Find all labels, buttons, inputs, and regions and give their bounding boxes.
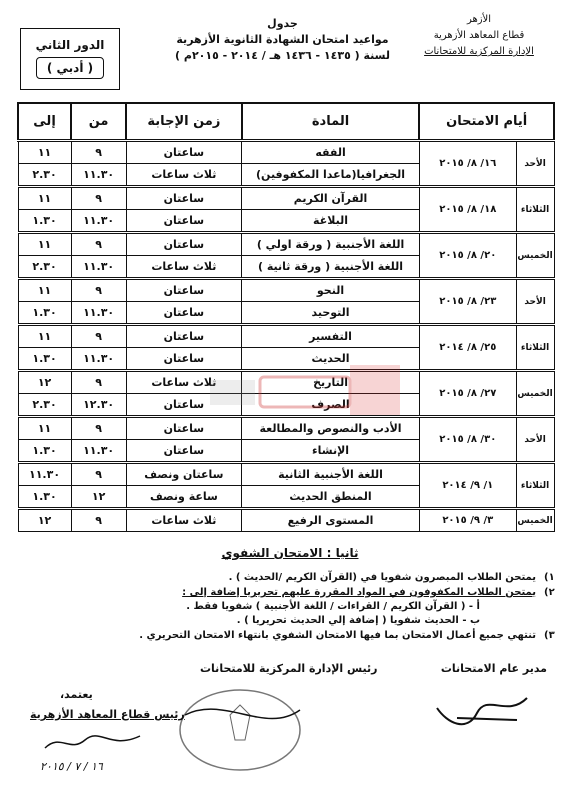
schedule-body: [18, 141, 554, 509]
row-subject: المستوى الرفيع: [242, 509, 420, 532]
row-subject: اللغة الأجنبية ( ورقة اولي ): [242, 233, 420, 256]
handwritten-date: ١٦ / ٧ / ٢٠١٥: [40, 760, 103, 773]
item-number: ١): [544, 572, 555, 583]
row-to: ١١.٣٠: [18, 463, 71, 486]
col-to: إلى: [18, 103, 71, 141]
col-from: من: [71, 103, 126, 141]
row-subject: المنطق الحديث: [242, 486, 420, 509]
row-to: ١١: [18, 187, 71, 210]
table-row: [18, 325, 554, 348]
row-to: ٢.٣٠: [18, 394, 71, 417]
row-from: ٩: [71, 233, 126, 256]
row-duration: ساعتان: [126, 417, 241, 440]
issuer-sector: قطاع المعاهد الأزهرية: [433, 30, 525, 41]
row-day: الخميس: [516, 233, 554, 279]
row-duration: ساعتان: [126, 141, 241, 164]
row-duration: ثلاث ساعات: [126, 164, 241, 187]
row-duration: ثلاث ساعات: [126, 509, 241, 532]
official-stamp: [175, 685, 305, 775]
row-from: ٩: [71, 279, 126, 302]
row-to: ١٢: [18, 371, 71, 394]
row-duration: ساعتان: [126, 440, 241, 463]
row-from: ٩: [71, 509, 126, 532]
row-from: ١١.٣٠: [71, 210, 126, 233]
row-from: ١١.٣٠: [71, 348, 126, 371]
document-title: [150, 16, 415, 64]
row-duration: ساعتان: [126, 233, 241, 256]
row-duration: ساعتان ونصف: [126, 463, 241, 486]
row-day: الثلاثاء: [516, 187, 554, 233]
row-duration: ثلاث ساعات: [126, 371, 241, 394]
row-duration: ساعتان: [126, 348, 241, 371]
row-duration: ساعتان: [126, 394, 241, 417]
issuer-block: [399, 12, 559, 60]
sector-signature: [40, 728, 150, 758]
row-subject: التفسير: [242, 325, 420, 348]
oral-item-2: [20, 585, 560, 600]
row-day: الأحد: [516, 141, 554, 187]
title-line2: مواعيد امتحان الشهادة الثانوية الأزهرية: [176, 33, 389, 46]
row-duration: ساعتان: [126, 210, 241, 233]
oral-title: ثانيا : الامتحان الشفوي: [221, 546, 359, 560]
row-day: الثلاثاء: [516, 463, 554, 509]
row-from: ٩: [71, 463, 126, 486]
row-date: ٢٧/ ٨/ ٢٠١٥: [419, 371, 516, 417]
oral-item-3: [20, 628, 560, 643]
row-to: ٢.٣٠: [18, 164, 71, 187]
row-subject: التاريخ: [242, 371, 420, 394]
table-row: [18, 233, 554, 256]
row-date: ٢٠/ ٨/ ٢٠١٥: [419, 233, 516, 279]
item-number: ٢): [544, 587, 555, 598]
table-row: [18, 279, 554, 302]
row-subject: البلاغة: [242, 210, 420, 233]
row-from: ٩: [71, 417, 126, 440]
approval-label: يعتمد،: [60, 688, 93, 701]
col-duration: زمن الإجابة: [126, 103, 241, 141]
row-to: ١.٣٠: [18, 486, 71, 509]
row-duration: ساعتان: [126, 325, 241, 348]
branch-label: ( أدبي ): [36, 57, 104, 79]
item-text: يمتحن الطلاب المكفوفون في المواد المقررة عليهم تحريريا إضافة إلى :: [182, 587, 536, 598]
row-to: ١٢: [18, 509, 71, 532]
sector-head-title: رئيس قطاع المعاهد الأزهرية: [30, 708, 185, 721]
row-day: الثلاثاء: [516, 325, 554, 371]
row-to: ١.٣٠: [18, 302, 71, 325]
row-subject: التوحيد: [242, 302, 420, 325]
row-to: ١١: [18, 141, 71, 164]
row-subject: الصرف: [242, 394, 420, 417]
row-duration: ثلاث ساعات: [126, 256, 241, 279]
oral-sub-a: أ - ( القرآن الكريم / القراءات / اللغة الأجنبية ) شفويا فقط .: [186, 601, 480, 612]
issuer-azhar: الأزهر: [466, 14, 492, 25]
schedule-table: [17, 102, 555, 532]
row-day: الأحد: [516, 417, 554, 463]
row-from: ١٢.٣٠: [71, 394, 126, 417]
row-subject: الجغرافيا(ماعدا المكفوفين): [242, 164, 420, 187]
row-day: الأحد: [516, 279, 554, 325]
oral-sub-b: ب - الحديث شفويا ( إضافة إلي الحديث تحريريا ) .: [236, 615, 480, 626]
row-to: ١١: [18, 279, 71, 302]
row-date: ١٨/ ٨/ ٢٠١٥: [419, 187, 516, 233]
row-day: الخميس: [516, 509, 554, 532]
row-from: ٩: [71, 187, 126, 210]
row-subject: الحديث: [242, 348, 420, 371]
row-duration: ساعتان: [126, 187, 241, 210]
row-subject: الأدب والنصوص والمطالعة: [242, 417, 420, 440]
round-label: الدور الثاني: [35, 38, 105, 52]
head-title: رئيس الإدارة المركزية للامتحانات: [200, 662, 378, 675]
row-subject: الفقه: [242, 141, 420, 164]
row-from: ١٢: [71, 486, 126, 509]
item-number: ٣): [544, 630, 555, 641]
title-line3: لسنة ( ١٤٣٥ - ١٤٣٦ هـ / ٢٠١٤ - ٢٠١٥م ): [175, 49, 390, 62]
gm-title: مدير عام الامتحانات: [440, 662, 547, 675]
row-subject: الإنشاء: [242, 440, 420, 463]
title-line1: جدول: [267, 17, 298, 30]
row-from: ١١.٣٠: [71, 164, 126, 187]
row-duration: ساعة ونصف: [126, 486, 241, 509]
row-from: ٩: [71, 141, 126, 164]
row-subject: اللغة الأجنبية الثانية: [242, 463, 420, 486]
oral-exam-section: [20, 546, 560, 643]
round-box: [20, 28, 120, 90]
row-day: الخميس: [516, 371, 554, 417]
row-date: ٣٠/ ٨/ ٢٠١٥: [419, 417, 516, 463]
row-subject: القرآن الكريم: [242, 187, 420, 210]
col-subject: المادة: [242, 103, 420, 141]
row-to: ١١: [18, 417, 71, 440]
row-to: ١.٣٠: [18, 210, 71, 233]
row-to: ٢.٣٠: [18, 256, 71, 279]
table-row: [18, 509, 554, 532]
row-from: ٩: [71, 371, 126, 394]
table-row: [18, 463, 554, 486]
row-from: ٩: [71, 325, 126, 348]
table-row: [18, 141, 554, 164]
row-from: ١١.٣٠: [71, 256, 126, 279]
issuer-department: الإدارة المركزية للامتحانات: [424, 46, 534, 57]
row-to: ١١: [18, 233, 71, 256]
row-to: ١١: [18, 325, 71, 348]
row-subject: اللغة الأجنبية ( ورقة ثانية ): [242, 256, 420, 279]
row-date: ٢٣/ ٨/ ٢٠١٥: [419, 279, 516, 325]
row-duration: ساعتان: [126, 279, 241, 302]
row-date: ٢٥/ ٨/ ٢٠١٤: [419, 325, 516, 371]
row-from: ١١.٣٠: [71, 440, 126, 463]
table-header-row: [18, 103, 554, 141]
col-days: أيام الامتحان: [419, 103, 554, 141]
row-duration: ساعتان: [126, 302, 241, 325]
gm-signature: [427, 688, 537, 733]
table-row: [18, 187, 554, 210]
watermark-logo: [200, 355, 430, 425]
row-subject: النحو: [242, 279, 420, 302]
row-date: ١/ ٩/ ٢٠١٤: [419, 463, 516, 509]
item-text: يمتحن الطلاب المبصرون شفويا في (القرآن الكريم /الحديث ) .: [228, 572, 536, 583]
row-date: ١٦/ ٨/ ٢٠١٥: [419, 141, 516, 187]
row-from: ١١.٣٠: [71, 302, 126, 325]
item-text: تنتهي جميع أعمال الامتحان بما فيها الامتحان الشفوي بانتهاء الامتحان التحريري .: [139, 630, 536, 641]
row-date: ٣/ ٩/ ٢٠١٥: [419, 509, 516, 532]
row-to: ١.٣٠: [18, 348, 71, 371]
oral-item-1: [20, 570, 560, 585]
row-to: ١.٣٠: [18, 440, 71, 463]
